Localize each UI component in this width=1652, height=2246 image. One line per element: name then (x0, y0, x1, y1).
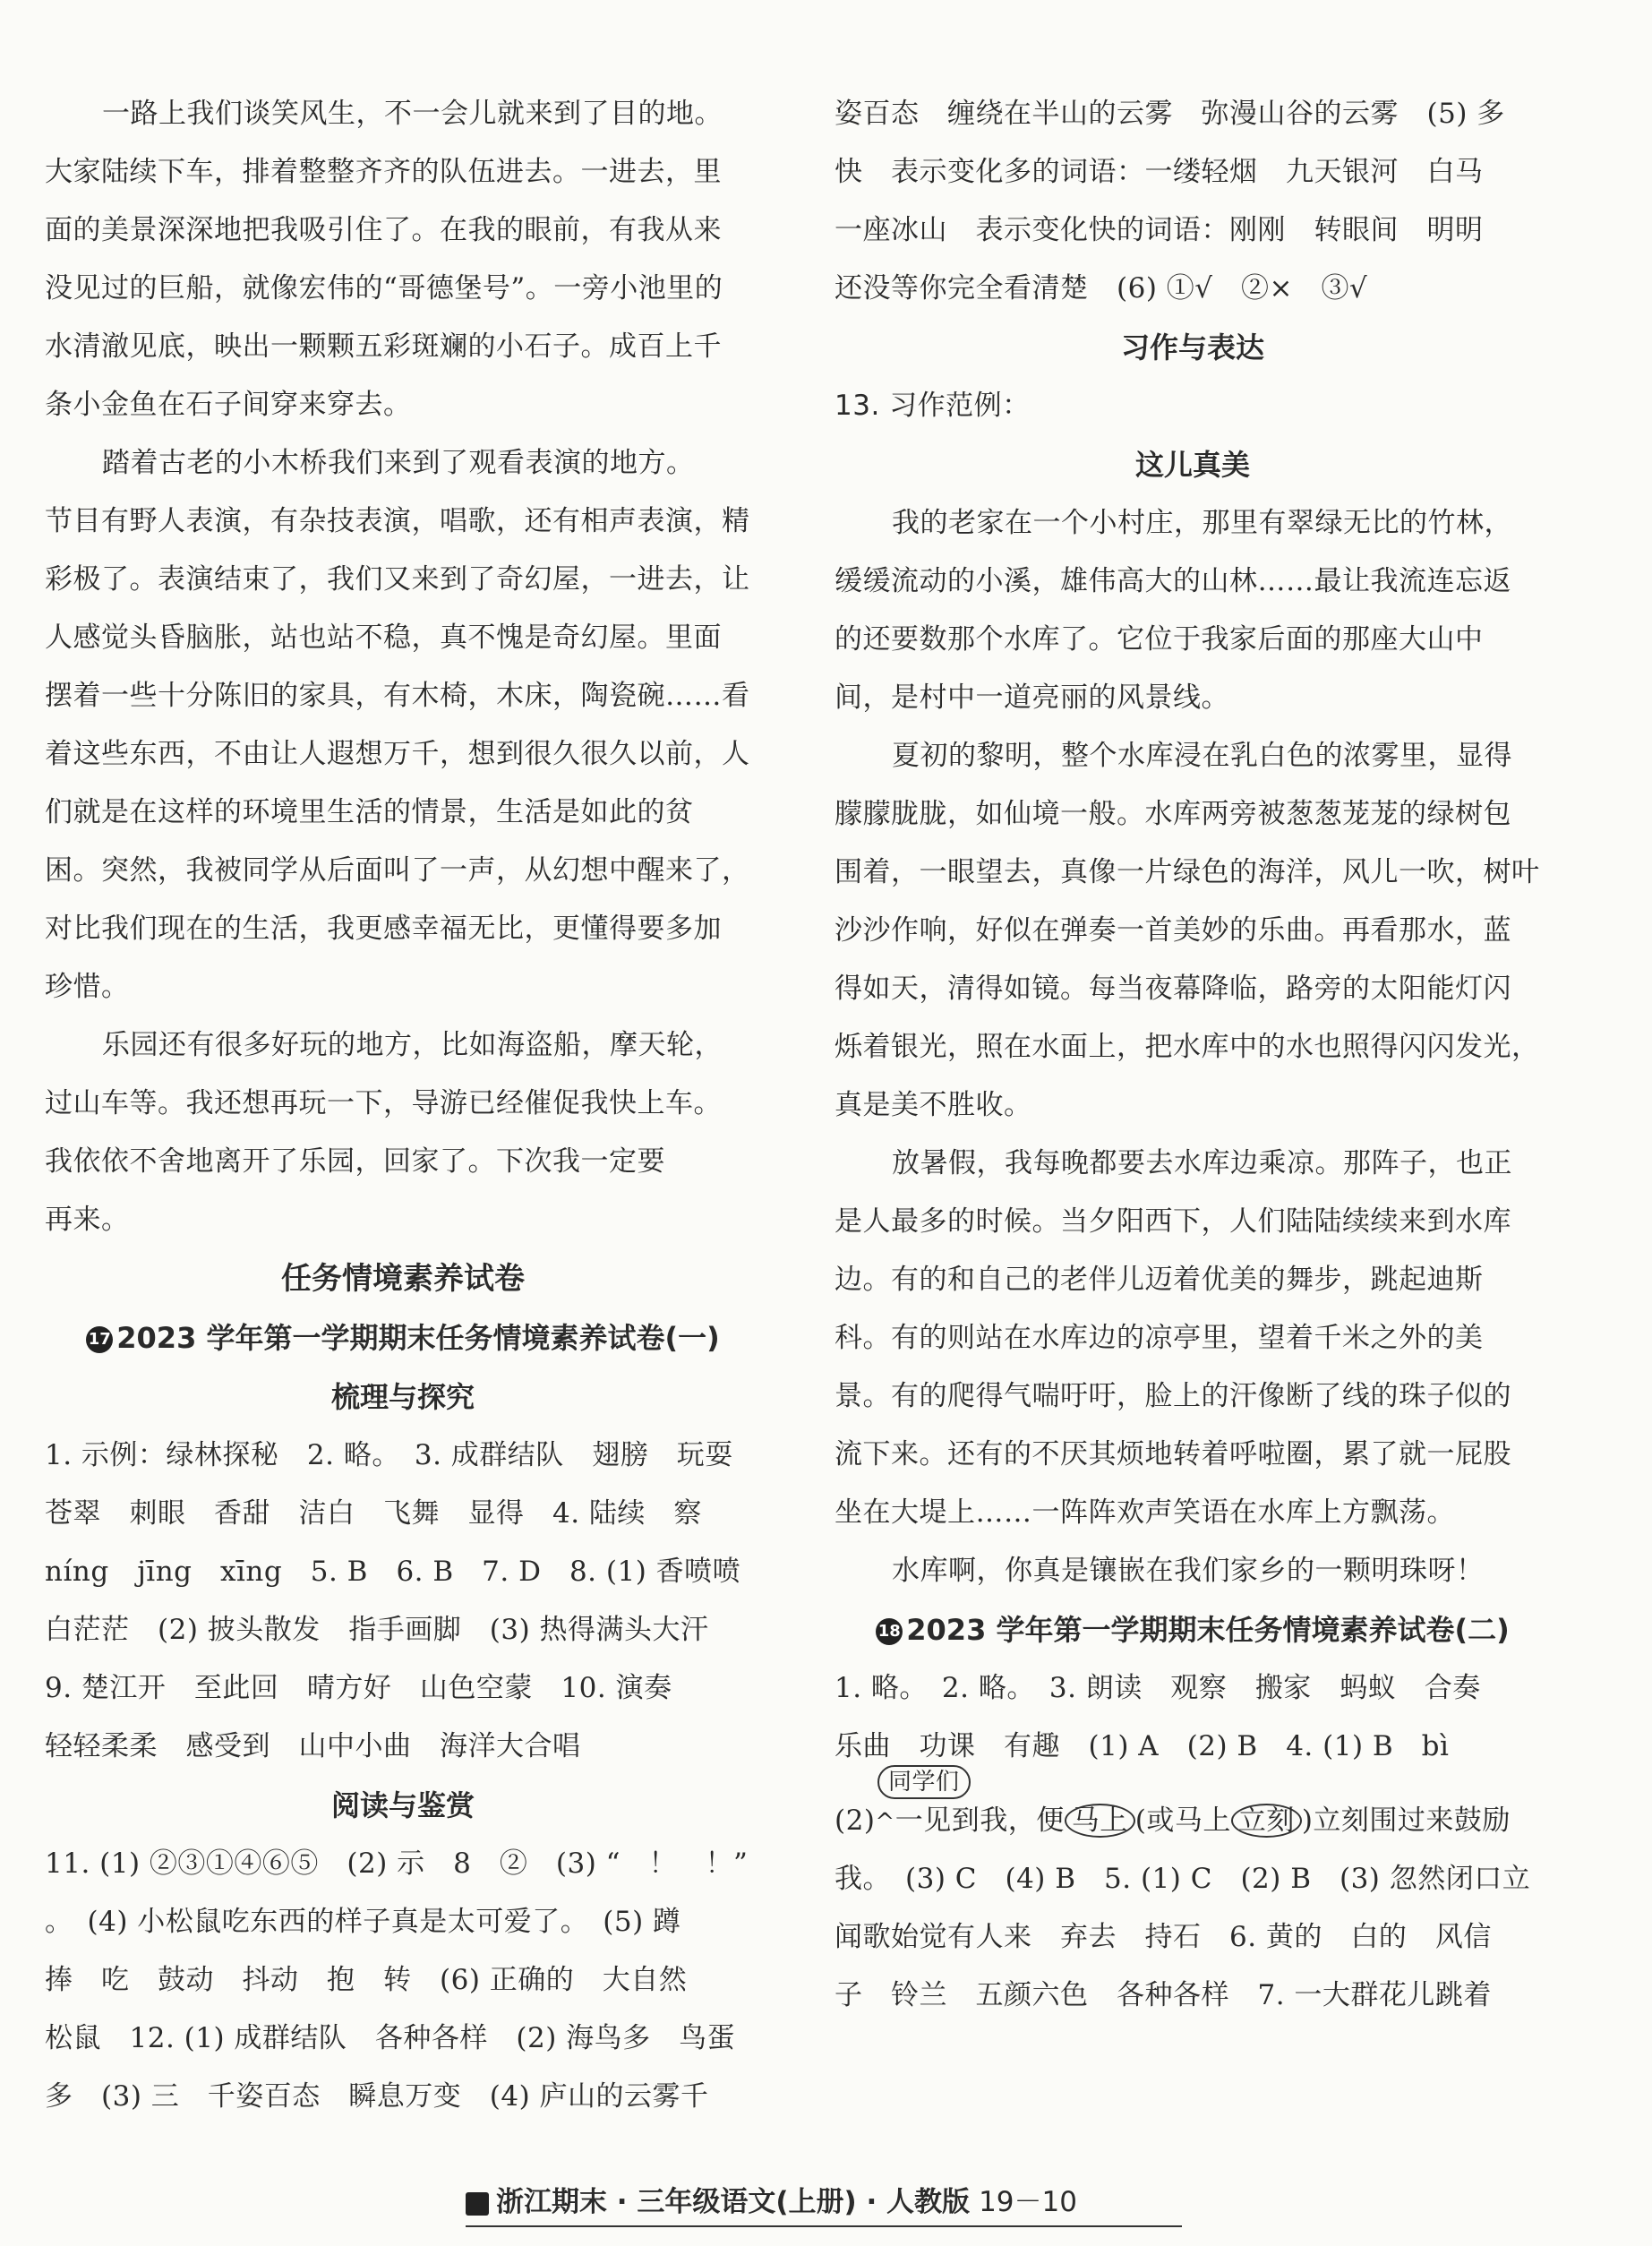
essay-line: 景。有的爬得气喘吁吁，脸上的汗像断了线的珠子似的 (835, 1380, 1511, 1412)
answer-line: 苍翠 刺眼 香甜 洁白 飞舞 显得 4. 陆续 察 (45, 1497, 702, 1530)
answer-line: 11. (1) ②③①④⑥⑤ (2) 示 8 ② (3) “ ！ ！” (45, 1847, 749, 1880)
essay-line: 大家陆续下车，排着整整齐齐的队伍进去。一进去，里 (45, 156, 722, 188)
exam-number-badge: 17 (86, 1326, 113, 1353)
mark-text: 一见到我，便 (894, 1805, 1065, 1837)
essay-line: 困。突然，我被同学从后面叫了一声，从幻想中醒来了， (45, 854, 750, 887)
answer-line: 我。 (3) C (4) B 5. (1) C (2) B (3) 忽然闭口立 (835, 1863, 1531, 1895)
answer-line: 姿百态 缠绕在半山的云雾 弥漫山谷的云雾 (5) 多 (835, 98, 1505, 130)
exam-title (835, 1600, 1551, 1659)
essay-line: 节目有野人表演，有杂技表演，唱歌，还有相声表演，精 (45, 505, 750, 537)
answer-line: 乐曲 功课 有趣 (1) A (2) B 4. (1) B bì (835, 1730, 1450, 1762)
answer-line: 快 表示变化多的词语：一缕轻烟 九天银河 白马 (835, 156, 1484, 188)
answer-line: 子 铃兰 五颜六色 各种各样 7. 一大群花儿跳着 (835, 1979, 1492, 2011)
essay-line: 没见过的巨船，就像宏伟的“哥德堡号”。一旁小池里的 (45, 272, 723, 304)
essay-label: 13. 习作范例： (835, 390, 1031, 422)
subsection-heading: 习作与表达 (1120, 330, 1264, 364)
essay-line: 烁着银光，照在水面上，把水库中的水也照得闪闪发光， (835, 1031, 1540, 1063)
insertion-note: 同学们 (877, 1765, 971, 1799)
essay-line: 彩极了。表演结束了，我们又来到了奇幻屋，一进去，让 (45, 563, 750, 596)
answer-line: 9. 楚江开 至此回 晴方好 山色空蒙 10. 演奏 (45, 1672, 672, 1704)
essay-line: 乐园还有很多好玩的地方，比如海盗船，摩天轮， (102, 1029, 723, 1061)
footer-title: 浙江期末 · 三年级语文(上册) · 人教版 (496, 2186, 971, 2218)
left-column (45, 85, 761, 2126)
correction-mark-line (835, 1769, 1551, 1850)
answer-block (835, 85, 1551, 318)
essay-line: 着这些东西，不由让人遐想万千，想到很久很久以前，人 (45, 738, 750, 770)
answer-line: 松鼠 12. (1) 成群结队 各种各样 (2) 海鸟多 鸟蛋 (45, 2022, 736, 2054)
essay-line: 真是美不胜收。 (835, 1089, 1032, 1121)
answer-line: 还没等你完全看清楚 (6) ①√ ②× ③√ (835, 272, 1368, 304)
answer-line: 闻歌始觉有人来 弃去 持石 6. 黄的 白的 风信 (835, 1921, 1492, 1953)
essay-line: 坐在大堤上……一阵阵欢声笑语在水库上方飘荡。 (835, 1496, 1455, 1529)
essay-line: 踏着古老的小木桥我们来到了观看表演的地方。 (102, 447, 695, 479)
essay-line: 面的美景深深地把我吸引住了。在我的眼前，有我从来 (45, 214, 722, 246)
essay-line: 对比我们现在的生活，我更感幸福无比，更懂得要多加 (45, 913, 722, 945)
circled-word: 立刻 (1231, 1804, 1302, 1838)
answer-block (45, 1427, 761, 1776)
answer-block (45, 1835, 761, 2126)
mark-pre: (2) (835, 1805, 876, 1837)
essay-line: 摆着一些十分陈旧的家具，有木椅，木床，陶瓷碗……看 (45, 680, 750, 712)
essay-line: 夏初的黎明，整个水库浸在乳白色的浓雾里，显得 (892, 740, 1512, 772)
section-title: 任务情境素养试卷 (281, 1261, 525, 1297)
essay-line: 们就是在这样的环境里生活的情景，生活是如此的贫 (45, 796, 694, 828)
essay-continuation (45, 85, 761, 1249)
answer-line: 。 (4) 小松鼠吃东西的样子真是太可爱了。 (5) 蹲 (45, 1906, 681, 1938)
page-footer (466, 2181, 1182, 2227)
caret-icon: ^ (875, 1809, 895, 1836)
essay-line: 我的老家在一个小村庄，那里有翠绿无比的竹林， (892, 507, 1512, 539)
essay-line: 水库啊，你真是镶嵌在我们家乡的一颗明珠呀！ (892, 1555, 1485, 1587)
essay-line: 放暑假，我每晚都要去水库边乘凉。那阵子，也正 (892, 1147, 1512, 1179)
essay-line: 人感觉头昏脑胀，站也站不稳，真不愧是奇幻屋。里面 (45, 622, 722, 654)
essay-line: 再来。 (45, 1204, 130, 1236)
essay-line: 一路上我们谈笑风生，不一会儿就来到了目的地。 (102, 98, 723, 130)
subsection-heading: 梳理与探究 (330, 1380, 475, 1414)
page-number: 19－10 (979, 2186, 1077, 2218)
essay-line: 朦朦胧胧，如仙境一般。水库两旁被葱葱茏茏的绿树包 (835, 798, 1511, 830)
model-essay (835, 494, 1551, 1600)
essay-line: 水清澈见底，映出一颗颗五彩斑斓的小石子。成百上千 (45, 330, 722, 363)
mark-text: )立刻围过来鼓励 (1301, 1805, 1511, 1837)
essay-line: 过山车等。我还想再玩一下，导游已经催促我快上车。 (45, 1087, 722, 1119)
answer-line: níng jīng xīng 5. B 6. B 7. D 8. (1) 香喷喷 (45, 1556, 741, 1588)
answer-block (835, 1659, 1551, 2025)
answer-line: 1. 示例：绿林探秘 2. 略。 3. 成群结队 翅膀 玩耍 (45, 1439, 733, 1471)
logo-icon (466, 2192, 489, 2216)
essay-line: 沙沙作响，好似在弹奏一首美妙的乐曲。再看那水，蓝 (835, 914, 1511, 947)
exam-number-badge: 18 (876, 1618, 903, 1645)
subsection-heading: 阅读与鉴赏 (330, 1788, 475, 1822)
answer-line: 轻轻柔柔 感受到 山中小曲 海洋大合唱 (45, 1730, 581, 1762)
essay-line: 科。有的则站在水库边的凉亭里，望着千米之外的美 (835, 1322, 1484, 1354)
exam-title-text: 2023 学年第一学期期末任务情境素养试卷(二) (906, 1613, 1510, 1647)
essay-line: 得如天，清得如镜。每当夜幕降临，路旁的太阳能灯闪 (835, 973, 1511, 1005)
essay-line: 的还要数那个水库了。它位于我家后面的那座大山中 (835, 623, 1484, 656)
essay-line: 流下来。还有的不厌其烦地转着呼啦圈，累了就一屁股 (835, 1438, 1511, 1470)
essay-line: 边。有的和自己的老伴儿迈着优美的舞步，跳起迪斯 (835, 1264, 1484, 1296)
essay-line: 缓缓流动的小溪，雄伟高大的山林……最让我流连忘返 (835, 565, 1511, 597)
essay-title: 这儿真美 (1134, 448, 1250, 482)
essay-line: 条小金鱼在石子间穿来穿去。 (45, 389, 412, 421)
essay-line: 我依依不舍地离开了乐园，回家了。下次我一定要 (45, 1145, 665, 1178)
essay-line: 间，是村中一道亮丽的风景线。 (835, 682, 1229, 714)
mark-text: (或马上 (1134, 1805, 1231, 1837)
essay-line: 围着，一眼望去，真像一片绿色的海洋，风儿一吹，树叶 (835, 856, 1540, 888)
answer-line: 捧 吃 鼓动 抖动 抱 转 (6) 正确的 大自然 (45, 1964, 688, 1996)
right-column (835, 85, 1551, 2025)
answer-line: 一座冰山 表示变化快的词语：刚刚 转眼间 明明 (835, 214, 1484, 246)
answer-line: 白茫茫 (2) 披头散发 指手画脚 (3) 热得满头大汗 (45, 1614, 709, 1646)
exam-title (45, 1308, 761, 1367)
answer-line: 多 (3) 三 千姿百态 瞬息万变 (4) 庐山的云雾千 (45, 2080, 709, 2113)
essay-line: 是人最多的时候。当夕阳西下，人们陆陆续续来到水库 (835, 1205, 1511, 1238)
essay-line: 珍惜。 (45, 971, 130, 1003)
exam-title-text: 2023 学年第一学期期末任务情境素养试卷(一) (116, 1321, 720, 1355)
answer-line: 1. 略。 2. 略。 3. 朗读 观察 搬家 蚂蚁 合奏 (835, 1672, 1481, 1704)
circled-word: 马上 (1065, 1804, 1135, 1838)
